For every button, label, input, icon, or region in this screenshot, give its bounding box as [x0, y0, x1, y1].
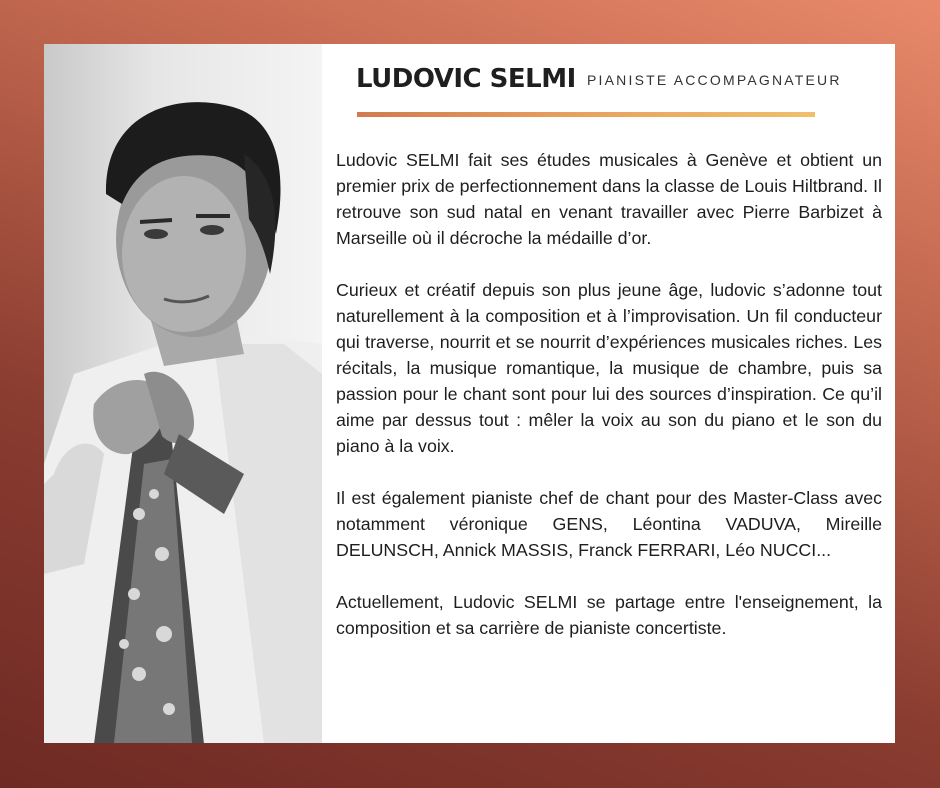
bio-paragraph: Ludovic SELMI fait ses études musicales à Genève et obtient un premier prix de perfectionnement dans la classe de Louis Hiltbrand. Il retrouve son sud natal en venant travailler avec Pierre Barbizet à Marseille où il décroche la médaille d’or.	[336, 150, 882, 248]
artist-name: LUDOVIC SELMI	[356, 64, 576, 94]
bio-card	[44, 44, 895, 743]
portrait-illustration	[44, 44, 322, 743]
bio-paragraph: Curieux et créatif depuis son plus jeune âge, ludovic s’adonne tout naturellement à la composition et à l’improvisation. Un fil conducteur qui traverse, nourrit et se nourrit d’expériences musicales riches. Les récitals, la musique romantique, la musique de chambre, puis sa passion pour le chant sont pour lui des sources d’inspiration. Ce qu’il aime par dessus tout : mêler la voix au son du piano et le son du piano à la voix.	[336, 280, 882, 456]
bio-paragraph: Il est également pianiste chef de chant pour des Master-Class avec notamment véronique GENS, Léontina VADUVA, Mireille DELUNSCH, Annick MASSIS, Franck FERRARI, Léo NUCCI...	[336, 488, 882, 560]
bio-text	[336, 147, 882, 667]
portrait-photo	[44, 44, 322, 743]
title-underline	[357, 112, 815, 117]
artist-role: PIANISTE ACCOMPAGNATEUR	[587, 72, 842, 88]
bio-paragraph: Actuellement, Ludovic SELMI se partage entre l'enseignement, la composition et sa carrière de pianiste concertiste.	[336, 592, 882, 638]
